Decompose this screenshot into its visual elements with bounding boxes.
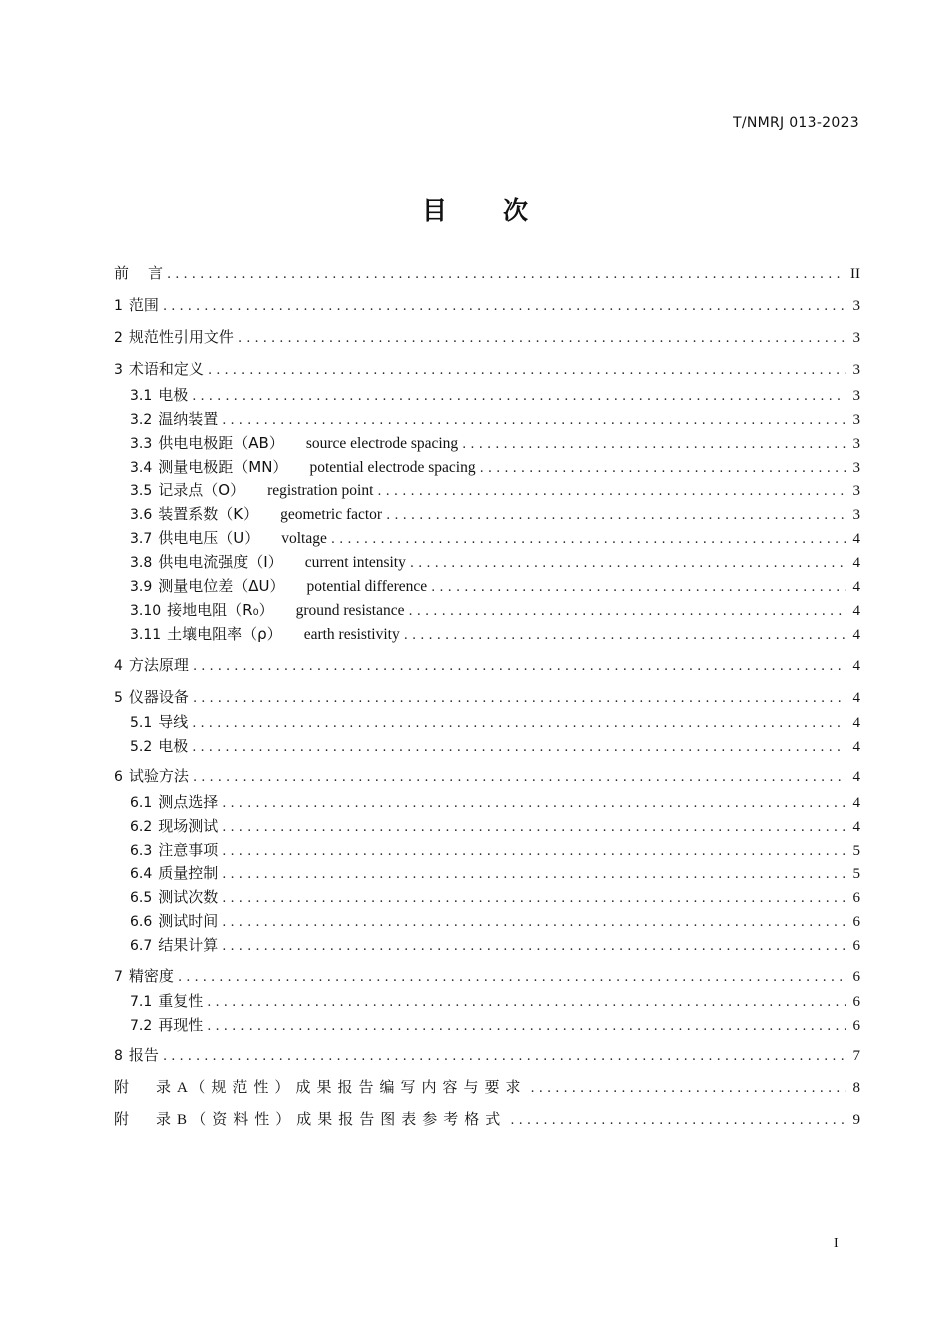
title-char-2: 次 <box>503 196 529 225</box>
dot-leader <box>192 738 846 758</box>
appendix-label: 附 录 <box>114 1078 178 1096</box>
section-number: 2 <box>114 330 123 346</box>
page-number: 4 <box>852 715 860 731</box>
dot-leader <box>510 1111 846 1131</box>
section-number: 3.8 <box>130 555 153 571</box>
section-title-en: potential electrode spacing <box>309 459 476 476</box>
section-number: 3 <box>114 362 123 378</box>
dot-leader <box>208 361 846 381</box>
section-title: 方法原理 <box>128 656 189 674</box>
section-title: 注意事项 <box>158 841 219 859</box>
dot-leader <box>331 530 846 550</box>
toc-entry[interactable] <box>130 991 860 1011</box>
section-number: 6.6 <box>130 914 153 930</box>
toc-entry[interactable] <box>130 1015 860 1035</box>
toc-entry[interactable] <box>114 687 860 707</box>
section-title: 质量控制 <box>158 864 219 882</box>
appendix-letter: B <box>177 1112 188 1128</box>
page-number: 8 <box>852 1080 860 1096</box>
section-title: 测量电极距（MN） <box>158 458 288 476</box>
page-number: 3 <box>852 507 860 523</box>
section-title: 电极 <box>158 386 189 404</box>
dot-leader <box>192 714 846 734</box>
document-code: T/NMRJ 013-2023 <box>732 115 859 131</box>
section-number: 5.1 <box>130 715 153 731</box>
section-title: 现场测试 <box>158 817 219 835</box>
page-number: 6 <box>852 994 860 1010</box>
dot-leader <box>222 937 846 957</box>
dot-leader <box>207 1017 846 1037</box>
section-number: 6.2 <box>130 819 153 835</box>
section-number: 3.1 <box>130 388 153 404</box>
section-title: 报告 <box>128 1046 159 1064</box>
section-title-en: geometric factor <box>280 506 383 523</box>
section-number: 3.2 <box>130 412 153 428</box>
toc-entry-appendix-a[interactable] <box>114 1077 860 1097</box>
page-number: 5 <box>852 866 860 882</box>
toc-entry[interactable] <box>114 295 860 315</box>
dot-leader <box>530 1079 846 1099</box>
toc-entry[interactable] <box>130 863 860 883</box>
dot-leader <box>480 459 846 479</box>
page-number: 3 <box>852 362 860 378</box>
toc-entry[interactable] <box>130 911 860 931</box>
section-number: 6.7 <box>130 938 153 954</box>
page-number: 6 <box>852 969 860 985</box>
section-number: 3.9 <box>130 579 153 595</box>
toc-entry[interactable] <box>130 736 860 756</box>
section-title: 土壤电阻率（ρ） <box>167 625 282 643</box>
dot-leader <box>386 506 846 526</box>
section-title: 仪器设备 <box>128 688 189 706</box>
section-title: 精密度 <box>128 967 174 985</box>
page-title <box>0 191 950 227</box>
toc-entry[interactable] <box>130 457 860 477</box>
dot-leader <box>167 265 846 285</box>
section-title: 记录点（O） <box>158 481 246 499</box>
section-title: 接地电阻（R₀） <box>167 601 274 619</box>
page-number: 3 <box>852 298 860 314</box>
appendix-label: 附 录 <box>114 1110 178 1128</box>
section-number: 5 <box>114 690 123 706</box>
page-number: 4 <box>852 819 860 835</box>
section-number: 3.4 <box>130 460 153 476</box>
section-title: 电极 <box>158 737 189 755</box>
toc-entry[interactable] <box>114 966 860 986</box>
toc-entry[interactable] <box>130 935 860 955</box>
section-number: 6.4 <box>130 866 153 882</box>
dot-leader <box>163 1047 846 1067</box>
section-number: 1 <box>114 298 123 314</box>
toc-entry[interactable] <box>130 528 860 548</box>
dot-leader <box>193 689 846 709</box>
page-number: 3 <box>852 412 860 428</box>
section-number: 8 <box>114 1048 123 1064</box>
toc-entry[interactable] <box>114 327 860 347</box>
dot-leader <box>222 411 846 431</box>
toc-entry[interactable] <box>130 887 860 907</box>
toc-entry-preface[interactable] <box>114 263 860 283</box>
page-number: 4 <box>852 555 860 571</box>
page-number: 3 <box>852 483 860 499</box>
dot-leader <box>462 435 846 455</box>
section-number: 7.1 <box>130 994 153 1010</box>
section-number: 7.2 <box>130 1018 153 1034</box>
page-number: 9 <box>852 1112 860 1128</box>
title-char-1: 目 <box>421 196 447 225</box>
section-title: 测试时间 <box>158 912 219 930</box>
section-title: 结果计算 <box>158 936 219 954</box>
section-title: 装置系数（K） <box>158 505 259 523</box>
toc-entry[interactable] <box>114 1045 860 1065</box>
page-number: 3 <box>852 330 860 346</box>
page-number: 4 <box>852 531 860 547</box>
page-number: 3 <box>852 436 860 452</box>
toc-entry[interactable] <box>114 359 860 379</box>
appendix-title: 成果报告编写内容与要求 <box>295 1078 527 1096</box>
dot-leader <box>222 842 846 862</box>
dot-leader <box>222 818 846 838</box>
page-number: II <box>850 266 860 282</box>
section-title: 导线 <box>158 713 189 731</box>
section-title: 供电电流强度（I） <box>158 553 283 571</box>
dot-leader <box>409 602 846 622</box>
toc-entry[interactable] <box>130 552 860 572</box>
section-title: 测试次数 <box>158 888 219 906</box>
page-number: 4 <box>852 627 860 643</box>
page-number: 4 <box>852 795 860 811</box>
section-title-en: source electrode spacing <box>305 435 459 452</box>
appendix-letter: A <box>177 1080 188 1096</box>
section-title-en: ground resistance <box>295 602 405 619</box>
section-title: 测量电位差（ΔU） <box>158 577 285 595</box>
section-title-en: registration point <box>267 482 374 499</box>
section-number: 7 <box>114 969 123 985</box>
section-title: 温纳装置 <box>158 410 219 428</box>
toc-entry[interactable] <box>130 816 860 836</box>
section-number: 5.2 <box>130 739 153 755</box>
page-number: 4 <box>852 769 860 785</box>
section-number: 6.5 <box>130 890 153 906</box>
toc-entry[interactable] <box>130 504 860 524</box>
page-number: 7 <box>852 1048 860 1064</box>
toc-entry[interactable] <box>130 480 860 500</box>
section-number: 3.3 <box>130 436 153 452</box>
section-number: 3.5 <box>130 483 153 499</box>
dot-leader <box>238 329 846 349</box>
dot-leader <box>410 554 846 574</box>
section-number: 3.10 <box>130 603 162 619</box>
footer-page-number: I <box>834 1236 839 1251</box>
preface-char-2: 言 <box>148 264 164 282</box>
section-title-en: current intensity <box>304 554 406 571</box>
toc-entry[interactable] <box>114 766 860 786</box>
dot-leader <box>178 968 846 988</box>
appendix-title: 成果报告图表参考格式 <box>296 1110 507 1128</box>
page-number: 4 <box>852 739 860 755</box>
page-number: 6 <box>852 890 860 906</box>
dot-leader <box>193 657 846 677</box>
page-number: 3 <box>852 388 860 404</box>
section-number: 4 <box>114 658 123 674</box>
section-number: 3.6 <box>130 507 153 523</box>
section-title: 范围 <box>128 296 159 314</box>
dot-leader <box>222 794 846 814</box>
dot-leader <box>193 768 846 788</box>
section-number: 3.11 <box>130 627 162 643</box>
section-title: 试验方法 <box>128 767 189 785</box>
dot-leader <box>163 297 846 317</box>
appendix-type: （资料性） <box>191 1110 297 1128</box>
section-title: 术语和定义 <box>128 360 204 378</box>
page-number: 6 <box>852 938 860 954</box>
section-number: 3.7 <box>130 531 153 547</box>
section-number: 6.1 <box>130 795 153 811</box>
toc-entry[interactable] <box>130 624 860 644</box>
dot-leader <box>431 578 846 598</box>
section-number: 6 <box>114 769 123 785</box>
toc-entry-appendix-b[interactable] <box>114 1109 860 1129</box>
dot-leader <box>222 913 846 933</box>
page-number: 4 <box>852 603 860 619</box>
toc-entry[interactable] <box>130 385 860 405</box>
dot-leader <box>222 865 846 885</box>
section-title-en: potential difference <box>306 578 428 595</box>
section-title: 规范性引用文件 <box>128 328 234 346</box>
preface-char-1: 前 <box>114 264 130 282</box>
dot-leader <box>377 482 846 502</box>
dot-leader <box>222 889 846 909</box>
toc-entry[interactable] <box>130 840 860 860</box>
section-title: 再现性 <box>158 1016 204 1034</box>
toc-entry[interactable] <box>130 600 860 620</box>
dot-leader <box>192 387 846 407</box>
page-number: 5 <box>852 843 860 859</box>
section-number: 6.3 <box>130 843 153 859</box>
section-title-en: earth resistivity <box>303 626 400 643</box>
dot-leader <box>207 993 846 1013</box>
page-number: 6 <box>852 914 860 930</box>
section-title: 测点选择 <box>158 793 219 811</box>
section-title: 供电电压（U） <box>158 529 260 547</box>
dot-leader <box>404 626 846 646</box>
page-number: 3 <box>852 460 860 476</box>
toc-entry[interactable] <box>130 409 860 429</box>
toc-entry[interactable] <box>130 712 860 732</box>
page-number: 6 <box>852 1018 860 1034</box>
toc-entry[interactable] <box>130 433 860 453</box>
toc-entry[interactable] <box>130 576 860 596</box>
section-title: 供电电极距（AB） <box>158 434 284 452</box>
toc-entry[interactable] <box>130 792 860 812</box>
page-number: 4 <box>852 579 860 595</box>
toc-entry[interactable] <box>114 655 860 675</box>
appendix-type: （规范性） <box>190 1078 296 1096</box>
page-number: 4 <box>852 690 860 706</box>
section-title: 重复性 <box>158 992 204 1010</box>
page-number: 4 <box>852 658 860 674</box>
section-title-en: voltage <box>281 530 327 547</box>
